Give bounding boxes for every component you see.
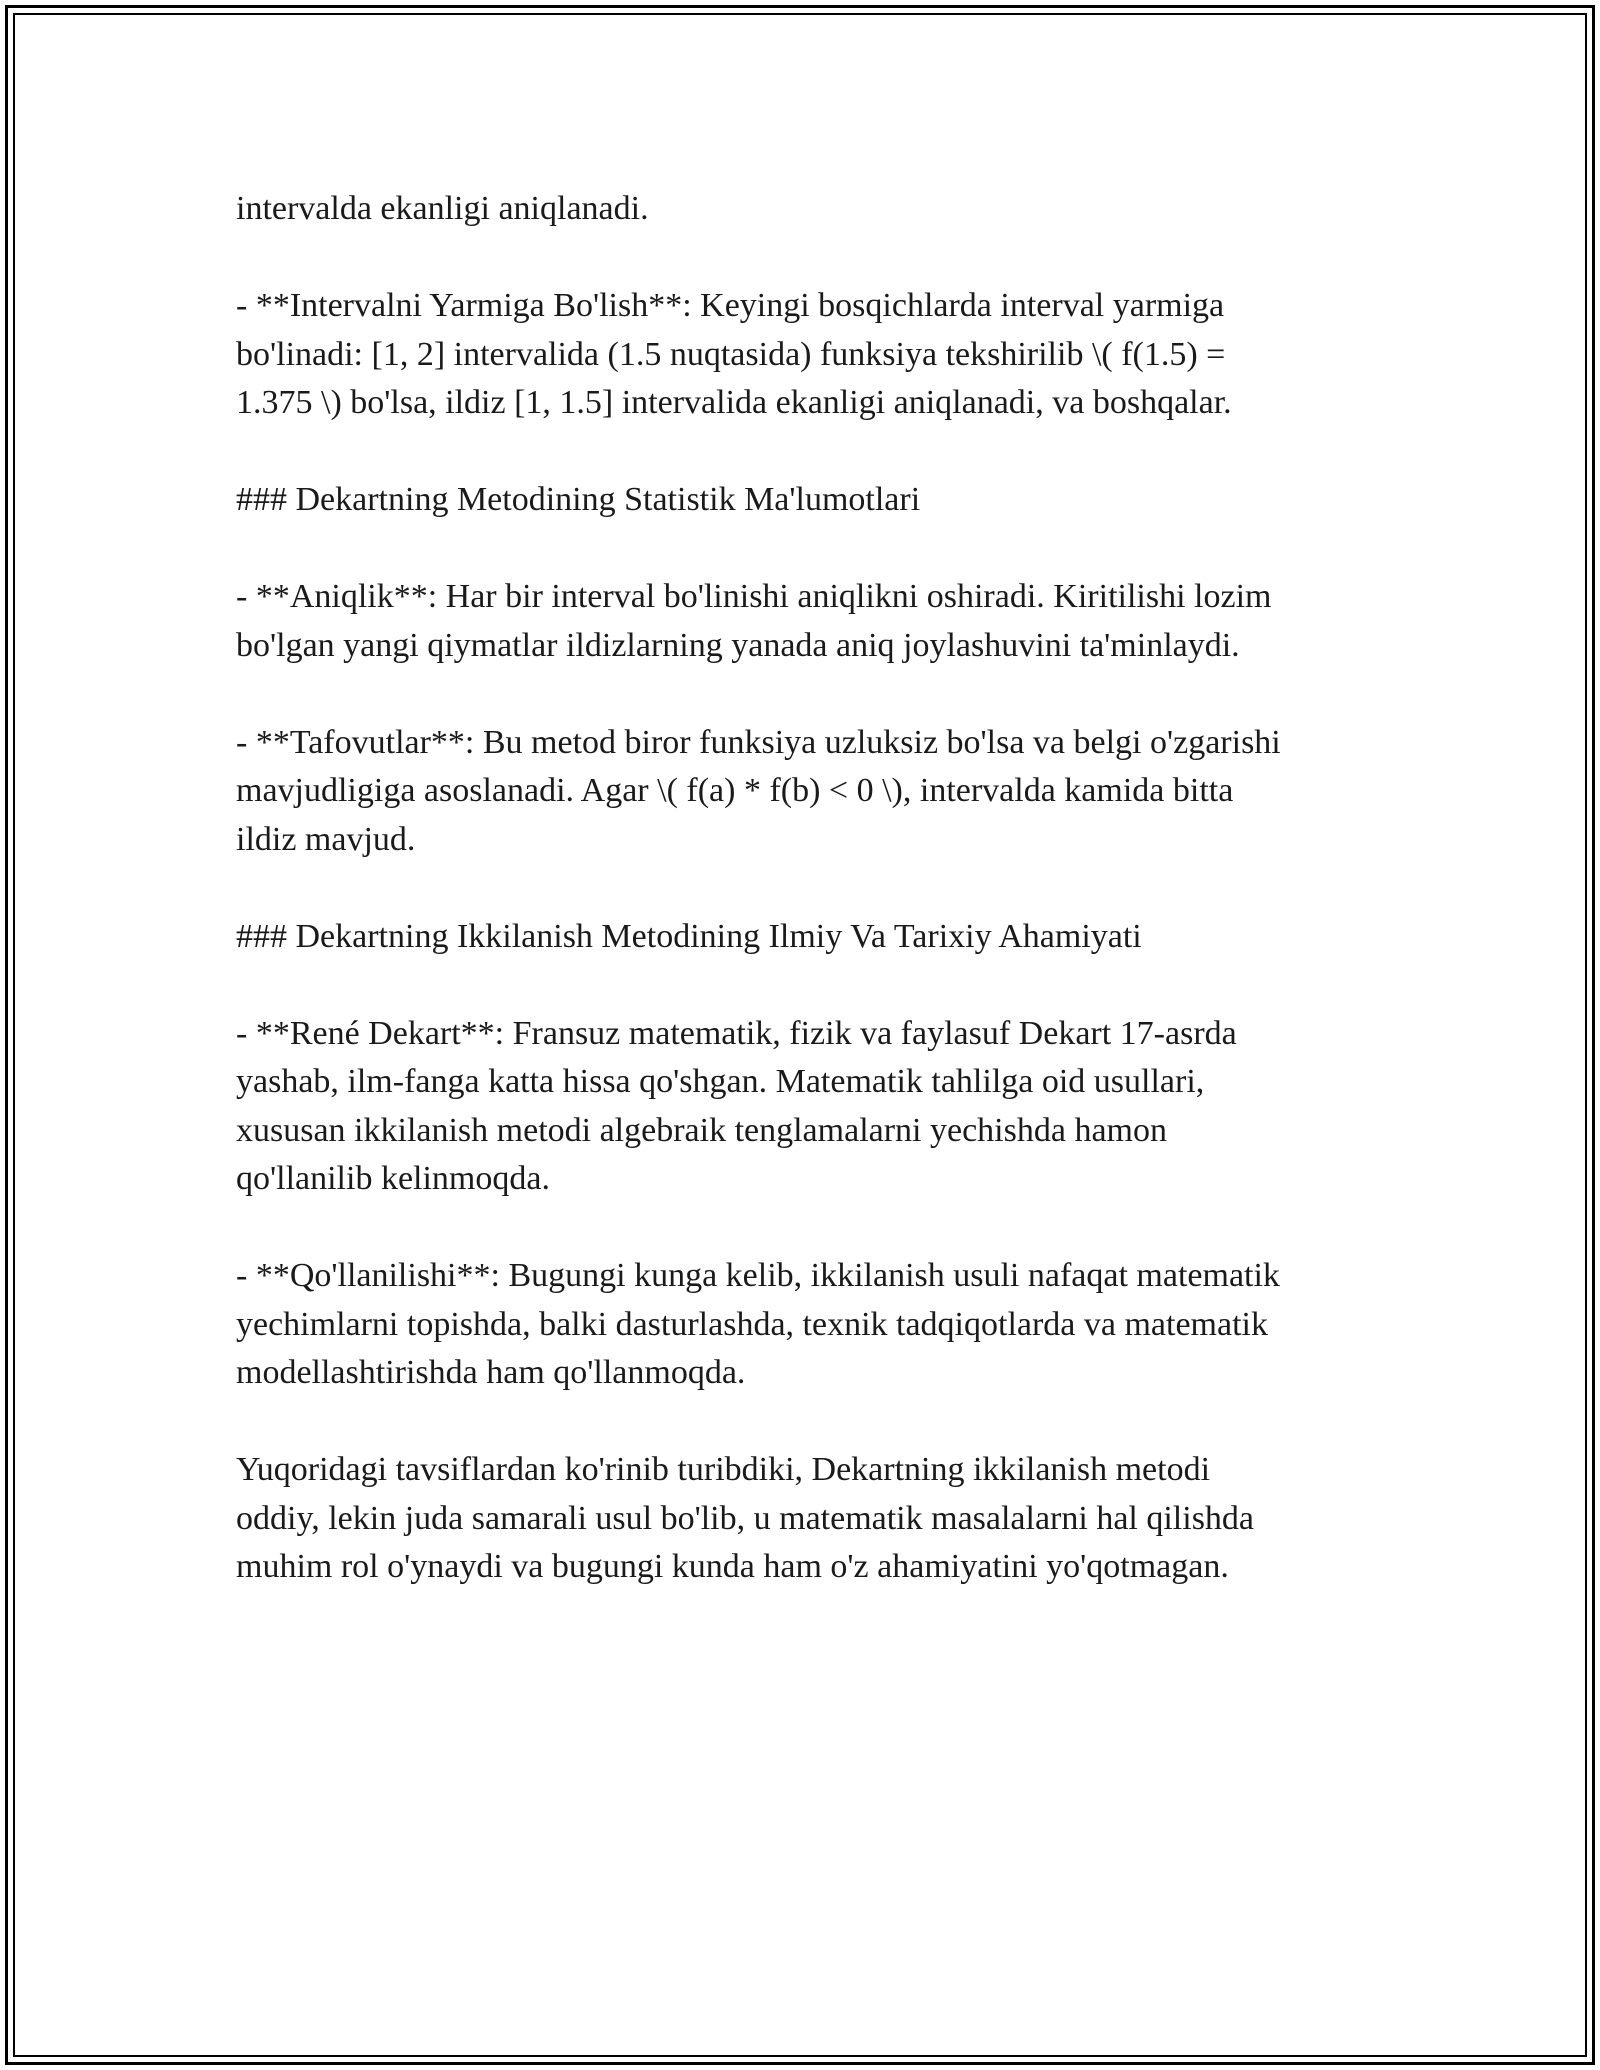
heading-significance: ### Dekartning Ikkilanish Metodining Ilmiy Va Tarixiy Ahamiyati [236, 917, 1142, 955]
bullet-applications: - **Qo'llanilishi**: Bugungi kunga kelib, ikkilanish usuli nafaqat matematik yechimlarni topishda, balki dasturlashda, texnik tadqiqotlarda va matematik modellashtirishda ham qo'llanmoqda. [236, 1257, 1280, 1391]
bullet-interval-halving: - **Intervalni Yarmiga Bo'lish**: Keyingi bosqichlarda interval yarmiga bo'linadi: [1, 2] intervalida (1.5 nuqtasida) funksiya tekshirilib \( f(1.5) = 1.375 \) bo'lsa, ildiz [1, 1.5] intervalida ekanligi aniqlanadi, va boshqalar. [236, 287, 1232, 421]
heading-statistics: ### Dekartning Metodining Statistik Ma'lumotlari [236, 481, 921, 518]
paragraph-conclusion: Yuqoridagi tavsiflardan ko'rinib turibdiki, Dekartning ikkilanish metodi oddiy, lekin juda samarali usul bo'lib, u matematik masalalarni hal qilishda muhim rol o'ynaydi va bugungi kunda ham o'z ahamiyatini yo'qotmagan. [236, 1451, 1255, 1585]
bullet-rene-dekart: - **René Dekart**: Fransuz matematik, fizik va faylasuf Dekart 17-asrda yashab, ilm-fanga katta hissa qo'shgan. Matematik tahlilga oid usullari, xususan ikkilanish metodi algebraik tenglamalarni yechishda hamon qo'llanilib kelinmoqda. [236, 1014, 1237, 1197]
bullet-differences: - **Tafovutlar**: Bu metod biror funksiya uzluksiz bo'lsa va belgi o'zgarishi mavjudligiga asoslanadi. Agar \( f(a) * f(b) < 0 \), intervalda kamida bitta ildiz mavjud. [236, 723, 1281, 858]
paragraph-continuation: intervalda ekanligi aniqlanadi. [236, 190, 649, 227]
document-body [236, 185, 1396, 1640]
bullet-accuracy: - **Aniqlik**: Har bir interval bo'linishi aniqlikni oshiradi. Kiritilishi lozim bo'lgan yangi qiymatlar ildizlarning yanada aniq joylashuvini ta'minlaydi. [236, 578, 1272, 664]
